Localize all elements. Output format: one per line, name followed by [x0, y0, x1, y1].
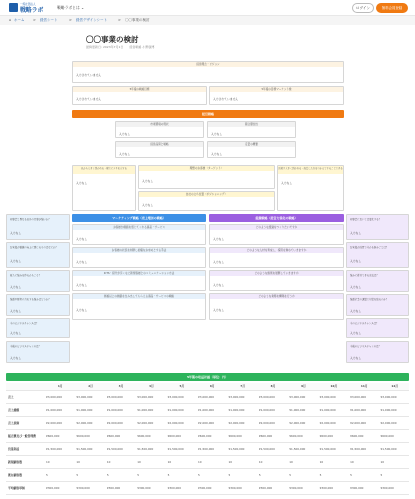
financial-cell[interactable]: 10 — [257, 455, 287, 468]
financial-row — [6, 481, 409, 494]
financial-cell[interactable]: ¥2,000,000 — [196, 416, 226, 429]
left-context-header: 以から大きく開かれる・現実にツキを示する — [73, 166, 135, 174]
marketing-item-4[interactable]: 価格以上の価値を生み出してもらえる商品・サービスの戦略 入力なし — [72, 293, 206, 320]
financial-cell[interactable]: 10 — [348, 455, 378, 468]
financial-cell[interactable]: ¥2,000,000 — [166, 416, 196, 429]
financial-header: 5年後の収益計画（単位：円） — [6, 373, 409, 381]
financial-cell[interactable]: 5 — [196, 468, 226, 481]
org-item-1[interactable]: どのような組織をつくりたいですか 入力なし — [209, 224, 344, 245]
financial-cell[interactable]: ¥2,000,000 — [226, 416, 256, 429]
financial-cell[interactable]: ¥2,000,000 — [378, 416, 409, 429]
financial-cell[interactable]: ¥600,000 — [44, 429, 74, 442]
logo-subtitle: 一般社団法人 — [20, 3, 36, 6]
financial-cell[interactable]: ¥3,000,000 — [196, 390, 226, 403]
financial-cell[interactable]: ¥300,000 — [74, 481, 104, 494]
financial-cell[interactable]: ¥600,000 — [166, 429, 196, 442]
financial-cell[interactable]: ¥3,000,000 — [105, 390, 135, 403]
financial-cell[interactable]: ¥3,000,000 — [166, 390, 196, 403]
financial-cell[interactable]: ¥600,000 — [257, 429, 287, 442]
financial-cell[interactable]: ¥300,000 — [318, 481, 348, 494]
financial-cell[interactable]: ¥3,000,000 — [378, 390, 409, 403]
financial-cell[interactable]: 10 — [226, 455, 256, 468]
org-item-3[interactable]: どのような施策を展開していきますか 入力なし — [209, 270, 344, 291]
logo-text[interactable]: 戦略ラボ — [20, 7, 44, 14]
financial-cell[interactable]: ¥300,000 — [135, 481, 165, 494]
financial-cell[interactable]: ¥1,000,000 — [105, 403, 135, 416]
target-market-header: 5年後の目標マーケット像 — [210, 87, 343, 92]
financial-cell[interactable]: ¥1,000,000 — [44, 403, 74, 416]
financial-cell[interactable]: ¥1,500,000 — [105, 442, 135, 455]
org-item-2[interactable]: どのような人材を育成し、採用を進めていきますか 入力なし — [209, 247, 344, 268]
financial-cell[interactable]: ¥300,000 — [287, 481, 317, 494]
home-icon[interactable]: ⌂ — [9, 18, 12, 22]
financial-cell[interactable]: 10 — [378, 455, 409, 468]
grid-text-2: 入力なし — [211, 132, 223, 136]
financial-cell[interactable]: ¥600,000 — [196, 429, 226, 442]
financial-row-label: 売上原価 — [6, 416, 44, 429]
financial-row-label: 新規顧客数 — [6, 455, 44, 468]
financial-cell[interactable]: ¥1,500,000 — [166, 442, 196, 455]
financial-cell[interactable]: ¥1,000,000 — [287, 403, 317, 416]
marketing-item-2[interactable]: お客様の状況を判断し的確なお求めとする手法 入力なし — [72, 247, 206, 268]
left-question-1[interactable]: 何事業と異なる以外の仕事が強いか？ 入力なし — [6, 214, 70, 240]
right-context-card[interactable] — [277, 165, 344, 211]
login-button[interactable]: ログイン — [352, 3, 374, 13]
marketing-item-1[interactable]: お客様が価値を感じてくれる商品・サービス 入力なし — [72, 224, 206, 245]
financial-cell[interactable]: ¥1,500,000 — [378, 442, 409, 455]
financial-cell[interactable]: ¥300,000 — [226, 481, 256, 494]
financial-cell[interactable]: ¥600,000 — [378, 429, 409, 442]
financial-cell[interactable]: ¥300,000 — [105, 481, 135, 494]
register-button[interactable]: 無料会員登録 — [376, 3, 408, 13]
financial-cell[interactable]: ¥3,000,000 — [287, 390, 317, 403]
financial-cell[interactable]: ¥3,000,000 — [257, 390, 287, 403]
financial-cell[interactable]: 10 — [318, 455, 348, 468]
vision-card[interactable] — [72, 61, 344, 83]
org-item-4[interactable]: どのような業務を構築を行うか 入力なし — [209, 293, 344, 320]
grid-header-4: 定量の概要 — [208, 142, 295, 147]
financial-cell[interactable]: ¥1,500,000 — [348, 442, 378, 455]
financial-cell[interactable]: ¥1,000,000 — [378, 403, 409, 416]
financial-cell[interactable]: ¥1,000,000 — [196, 403, 226, 416]
financial-cell[interactable]: ¥600,000 — [348, 429, 378, 442]
financial-cell[interactable]: ¥600,000 — [74, 429, 104, 442]
financial-cell[interactable]: 10 — [166, 455, 196, 468]
financial-cell[interactable]: 10 — [44, 455, 74, 468]
left-question-5[interactable]: 今のビジネスチャンスは？ 入力なし — [6, 318, 70, 338]
target-market-text: 入力されていません — [213, 97, 239, 101]
grid-card-1[interactable] — [115, 121, 204, 138]
financial-cell[interactable]: ¥600,000 — [135, 429, 165, 442]
financial-cell[interactable]: ¥3,000,000 — [348, 390, 378, 403]
financial-cell[interactable]: ¥2,000,000 — [44, 416, 74, 429]
right-question-1[interactable]: 何事業においては変化する？ 入力なし — [346, 214, 409, 240]
financial-cell[interactable]: 10 — [196, 455, 226, 468]
left-context-text: 入力なし — [76, 181, 88, 185]
financial-cell[interactable]: ¥2,000,000 — [287, 416, 317, 429]
grid-text-1: 入力なし — [119, 132, 131, 136]
financial-cell[interactable]: 10 — [105, 455, 135, 468]
right-question-6[interactable]: 今後のビジネスチャンスは？ 入力なし — [346, 341, 409, 363]
financial-cell[interactable]: 5 — [287, 468, 317, 481]
goal-text: 入力されていません — [76, 97, 102, 101]
financial-cell[interactable]: ¥1,500,000 — [74, 442, 104, 455]
financial-cell[interactable]: ¥1,500,000 — [226, 442, 256, 455]
financial-cell[interactable]: ¥1,500,000 — [44, 442, 74, 455]
financial-row — [6, 416, 409, 429]
grid-card-3[interactable] — [115, 141, 204, 158]
breadcrumb-home[interactable]: ホーム — [14, 18, 25, 22]
positioning-card[interactable] — [138, 191, 275, 211]
financial-cell[interactable]: 5 — [318, 468, 348, 481]
org-header: 組織戦略（経営力強化の戦略） — [209, 214, 344, 222]
financial-cell[interactable]: ¥1,000,000 — [74, 403, 104, 416]
financial-cell[interactable]: ¥1,000,000 — [166, 403, 196, 416]
financial-row — [6, 455, 409, 468]
financial-row-label: 平均顧客単価 — [6, 481, 44, 494]
financial-cell[interactable]: ¥300,000 — [196, 481, 226, 494]
financial-cell[interactable]: ¥1,500,000 — [257, 442, 287, 455]
right-context-text: 入力なし — [281, 181, 293, 185]
financial-cell[interactable]: ¥1,500,000 — [135, 442, 165, 455]
page-meta: 最終更新日: 2023年7月1日 経営戦略 小野康博 — [86, 45, 155, 49]
financial-cell[interactable]: 5 — [44, 468, 74, 481]
goal-card[interactable] — [72, 86, 207, 105]
page-title: 〇〇事業の検討 — [86, 35, 139, 44]
financial-cell[interactable]: ¥2,000,000 — [348, 416, 378, 429]
grid-header-3: 経営品質と戦略 — [116, 142, 203, 147]
target-text: 入力なし — [142, 179, 154, 183]
financial-cell[interactable]: ¥1,000,000 — [135, 403, 165, 416]
financial-cell[interactable]: ¥300,000 — [166, 481, 196, 494]
financial-row — [6, 429, 409, 442]
marketing-item-3[interactable]: ICTS・紹介が引くなど新規客様とのコミュニケーション方法 入力なし — [72, 270, 206, 291]
financial-cell[interactable]: ¥2,000,000 — [74, 416, 104, 429]
financial-cell[interactable]: ¥300,000 — [257, 481, 287, 494]
target-card[interactable] — [138, 165, 275, 189]
financial-cell[interactable]: ¥300,000 — [348, 481, 378, 494]
strategy-bar: 経営戦略 — [72, 110, 344, 118]
financial-cell[interactable]: ¥1,000,000 — [318, 403, 348, 416]
financial-cell[interactable]: ¥300,000 — [378, 481, 409, 494]
financial-cell[interactable]: ¥300,000 — [44, 481, 74, 494]
about-menu[interactable]: 戦略ラボとは ⌄ — [57, 5, 85, 10]
financial-cell[interactable]: ¥1,000,000 — [257, 403, 287, 416]
financial-row-label: 既存顧客数 — [6, 468, 44, 481]
financial-cell[interactable]: ¥3,000,000 — [74, 390, 104, 403]
vision-header: 経営理念・ビジョン — [73, 62, 343, 67]
financial-row-label: 営業利益 — [6, 442, 44, 455]
financial-cell[interactable]: 5 — [348, 468, 378, 481]
financial-cell[interactable]: ¥3,000,000 — [44, 390, 74, 403]
financial-cell[interactable]: 5 — [378, 468, 409, 481]
right-question-2[interactable]: お客様が品質で分かる悩みごとは？ 入力なし — [346, 242, 409, 268]
positioning-text: 入力なし — [142, 203, 154, 207]
breadcrumb-current: 〇〇事業の検討 — [125, 18, 150, 22]
grid-text-4: 入力なし — [211, 152, 223, 156]
right-question-5[interactable]: 今のビジネスチャンスは？ 入力なし — [346, 318, 409, 338]
target-header: 理想のお客様（ターゲット） — [139, 166, 274, 171]
left-context-card[interactable] — [72, 165, 136, 211]
financial-cell[interactable]: ¥1,000,000 — [226, 403, 256, 416]
financial-cell[interactable]: 5 — [74, 468, 104, 481]
financial-cell[interactable]: ¥2,000,000 — [257, 416, 287, 429]
financial-cell[interactable]: ¥1,500,000 — [318, 442, 348, 455]
grid-card-4[interactable] — [207, 141, 296, 158]
left-question-6[interactable]: 今後のビジネスチャンスは？ 入力なし — [6, 341, 70, 363]
financial-cell[interactable]: ¥600,000 — [226, 429, 256, 442]
right-question-4[interactable]: 強豪企業の課題で対策を取るのか？ 入力なし — [346, 294, 409, 316]
financial-cell[interactable]: ¥3,000,000 — [226, 390, 256, 403]
financial-month-row: 1月 2月 3月 4月 5月 6月 7月 8月 9月 10月 11月 12月 — [6, 383, 409, 390]
positioning-header: 自社の立ち位置（ポジショニング） — [139, 192, 274, 197]
right-question-3[interactable]: 強みに着目できる方法は？ 入力なし — [346, 270, 409, 292]
financial-body — [6, 390, 409, 494]
financial-cell[interactable]: 10 — [74, 455, 104, 468]
financial-cell[interactable]: 5 — [166, 468, 196, 481]
financial-cell[interactable]: ¥1,500,000 — [196, 442, 226, 455]
financial-row — [6, 390, 409, 403]
financial-cell[interactable]: 10 — [135, 455, 165, 468]
grid-text-3: 入力なし — [119, 152, 131, 156]
financial-row — [6, 442, 409, 455]
financial-cell[interactable]: ¥600,000 — [318, 429, 348, 442]
financial-row-label: 売上 — [6, 390, 44, 403]
marketing-header: マーケティング戦略（売上増加の戦略） — [72, 214, 206, 222]
financial-cell[interactable]: 5 — [257, 468, 287, 481]
financial-cell[interactable]: ¥2,000,000 — [105, 416, 135, 429]
financial-cell[interactable]: ¥1,000,000 — [348, 403, 378, 416]
financial-row-label: 売上総額 — [6, 403, 44, 416]
breadcrumb-sheet[interactable]: 経営シート — [40, 18, 58, 22]
financial-cell[interactable]: 5 — [105, 468, 135, 481]
financial-cell[interactable]: ¥2,000,000 — [318, 416, 348, 429]
financial-cell[interactable]: ¥3,000,000 — [135, 390, 165, 403]
target-market-card[interactable] — [209, 86, 344, 105]
financial-cell[interactable]: 5 — [226, 468, 256, 481]
financial-cell[interactable]: ¥2,000,000 — [135, 416, 165, 429]
breadcrumb: ⌂ ホーム > 経営シート > 経営デザインシート > 〇〇事業の検討 — [0, 16, 415, 25]
financial-cell[interactable]: ¥600,000 — [105, 429, 135, 442]
grid-card-2[interactable] — [207, 121, 296, 138]
breadcrumb-design[interactable]: 経営デザインシート — [76, 18, 108, 22]
financial-cell[interactable]: ¥1,500,000 — [287, 442, 317, 455]
goal-header: 5年後の戦略目標 — [73, 87, 206, 92]
financial-row-label: 販売費及び一般管理費 — [6, 429, 44, 442]
financial-cell[interactable]: ¥600,000 — [287, 429, 317, 442]
right-context-header: 活発す大きく開かれる・成長した方をつかえてすることできる — [278, 166, 343, 174]
grid-header-1: 市場環境の現状 — [116, 122, 203, 127]
financial-row — [6, 403, 409, 416]
financial-cell[interactable]: 10 — [287, 455, 317, 468]
financial-row — [6, 468, 409, 481]
left-question-4[interactable]: 強豪や障害の力をする強みはどうか？ 入力なし — [6, 294, 70, 316]
logo-mark-icon[interactable] — [9, 3, 18, 12]
vision-text: 入力されていません — [76, 73, 102, 77]
financial-cell[interactable]: ¥3,000,000 — [318, 390, 348, 403]
financial-table — [6, 383, 409, 495]
financial-cell[interactable]: 5 — [135, 468, 165, 481]
left-question-3[interactable]: 新たに強みを作るからこそ？ 入力なし — [6, 270, 70, 292]
left-question-2[interactable]: お客様が価値の向上に感じるものはなにか？ 入力なし — [6, 242, 70, 268]
grid-header-2: 競合優位性 — [208, 122, 295, 127]
